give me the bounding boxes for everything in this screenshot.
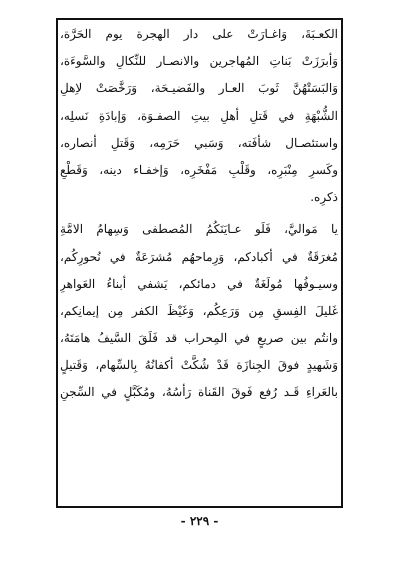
- text-line: مُغرَقَةٌ في أكبادكم، وَرِماحهُم مُشرَعَةٌ في نُحورِكُم،: [60, 249, 338, 264]
- text-line: وكَسرِ مِنْبَرِه، وقَلْبِ مَفْخَرِه، وَإخفـاء دينه، وَقَطْعِ: [60, 162, 338, 177]
- text-line: واستئصـال شأفَته، وَسَبي حَرَمِه، وَقَتلِ أنصاره،: [60, 135, 338, 150]
- page-number: - ٢٢٩ -: [180, 514, 219, 528]
- text-line: وَشَهيدٍ فوقَ الجِنازَة قَدْ شُكَّتْ أكفانُهُ بِالسِّهام، وَقَتيلٍ: [60, 358, 338, 373]
- text-line: الشُّبْهَةِ في قَتلِ أهلِ بيتِ الصفـوَة، وَإبادَةِ نَسلِه،: [60, 108, 338, 123]
- text-line: ذكرِه.: [310, 190, 338, 205]
- text-line: وسيـوفُها مُولَغَةٌ في دمائكم، يَشفي أبناءُ العَواهرِ: [60, 276, 338, 291]
- text-line: يا مَواليَّ، فَلَو عـايَنَكُمُ المُصطفى وَسِهامُ الامَّةِ: [60, 222, 338, 237]
- text-line: وَالبَسَتْهُنَّ ثَوبَ العـار والفَضيـحَة، وَرَخَّصَتْ لاِهلِ: [60, 81, 338, 96]
- text-line: وَأبرَزَتْ بَناتِ المُهاجرين والانصـار للنِّكالِ والسَّوءَة،: [60, 54, 338, 69]
- text-line: بالعَراءِ قَـد رُفع فَوقَ القَناة رَأسُهُ، ومُكَبَّلٍ في السِّجنِ: [60, 385, 338, 400]
- text-line: غَليلَ الفِسقِ مِن وَرَعِكُم، وَغَيْظَ الكفر مِن إيمانِكم،: [60, 303, 338, 318]
- text-line: وانتُم بين صريعٍ في المِحراب قد فَلَقَ السَّيفُ هامَتَهُ،: [60, 331, 338, 346]
- page-body-text: [60, 21, 338, 407]
- text-line: الكعـبَةَ، وَاغـارَتْ على دار الهجرة يوم الحَرَّة،: [60, 27, 338, 41]
